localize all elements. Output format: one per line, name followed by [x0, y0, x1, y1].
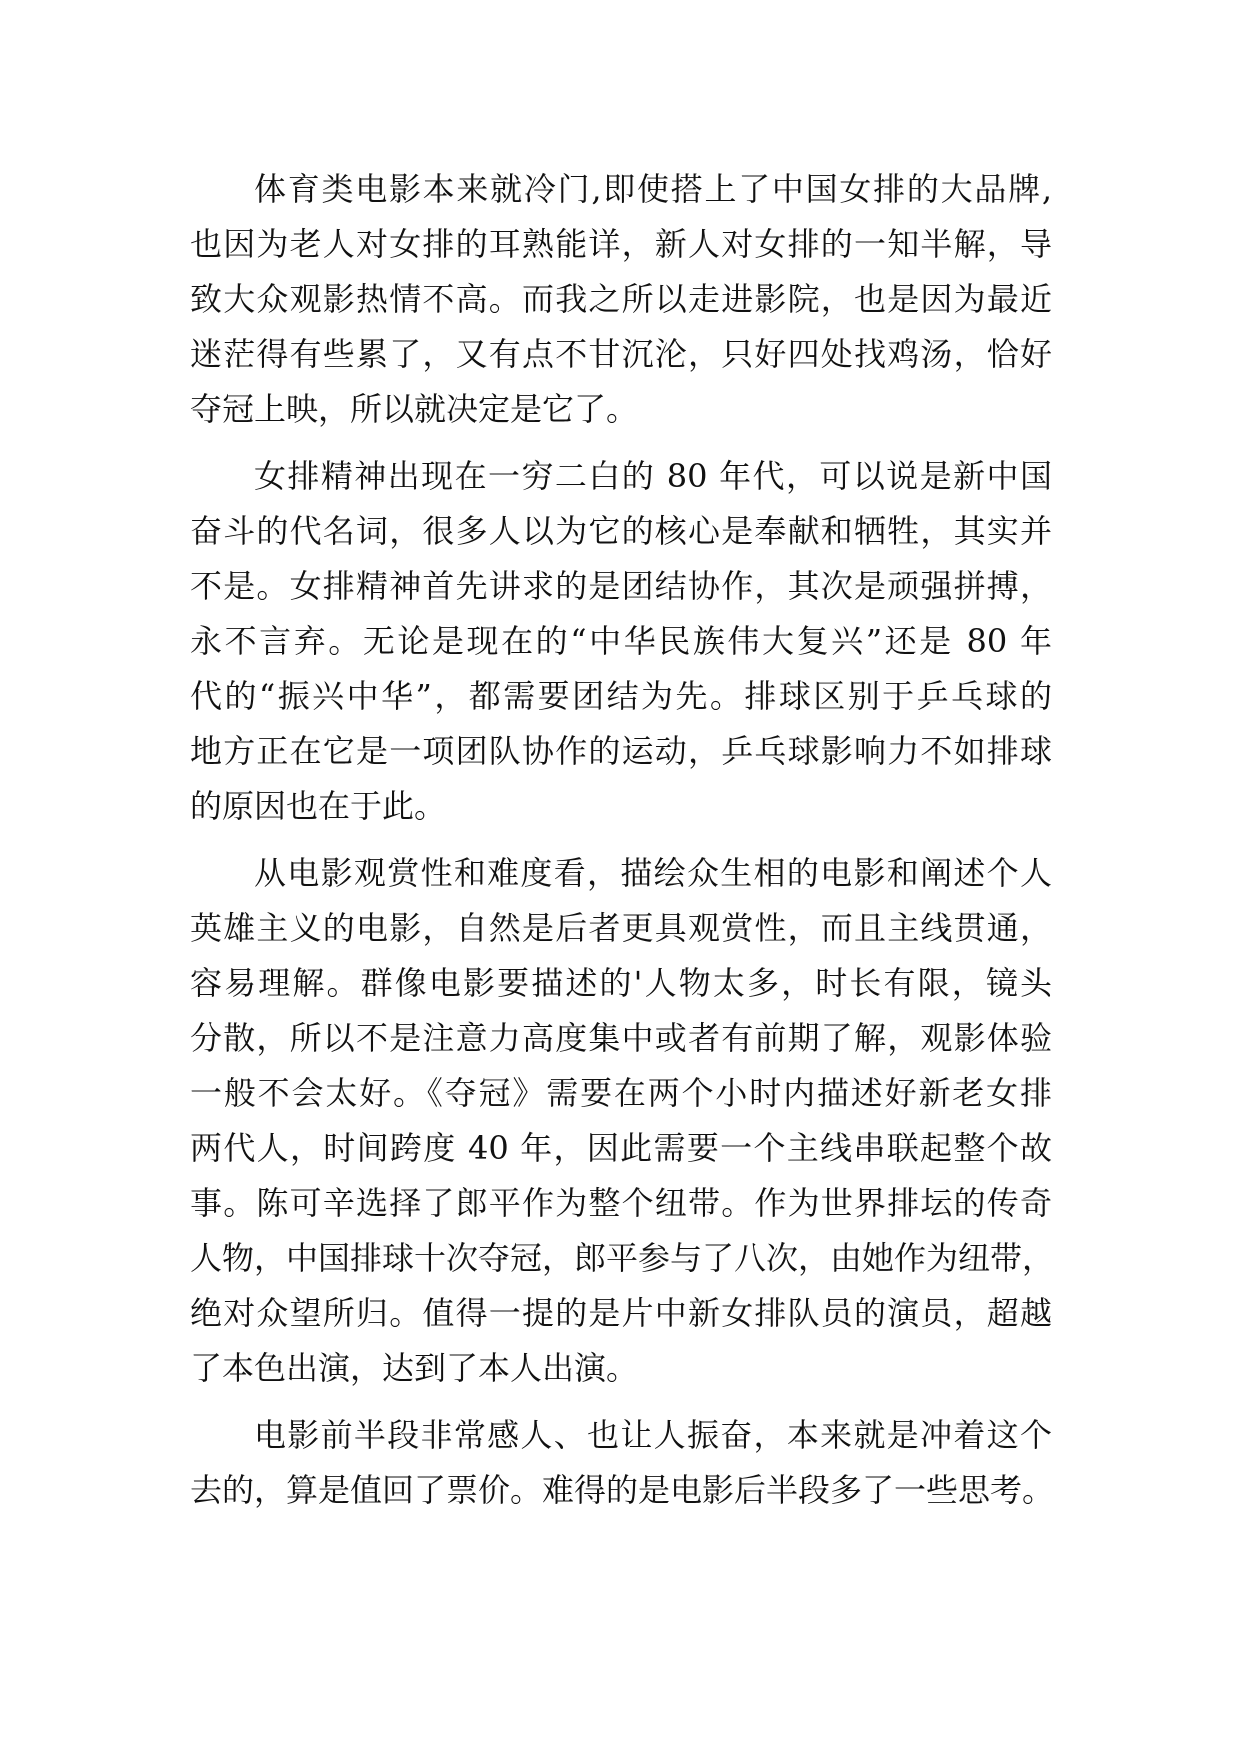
text-line: 永不言弃。无论是现在的“中华民族伟大复兴”还是 80 年	[190, 622, 1052, 660]
text-line: 去的，算是值回了票价。难得的是电影后半段多了一些思考。	[190, 1471, 1055, 1509]
text-line: 地方正在它是一项团队协作的运动，乒乓球影响力不如排球	[190, 732, 1052, 770]
text-line: 致大众观影热情不高。而我之所以走进影院，也是因为最近	[190, 280, 1052, 318]
text-line: 女排精神出现在一穷二白的 80 年代，可以说是新中国	[254, 457, 1052, 495]
text-line: 事。陈可辛选择了郎平作为整个纽带。作为世界排坛的传奇	[190, 1184, 1052, 1222]
text-line: 人物，中国排球十次夺冠，郎平参与了八次，由她作为纽带，	[190, 1239, 1055, 1277]
text-line: 分散，所以不是注意力高度集中或者有前期了解，观影体验	[190, 1019, 1052, 1057]
text-line: 不是。女排精神首先讲求的是团结协作，其次是顽强拼搏，	[190, 567, 1052, 605]
text-line: 容易理解。群像电影要描述的'人物太多，时长有限，镜头	[190, 964, 1052, 1002]
text-line: 绝对众望所归。值得一提的是片中新女排队员的演员，超越	[190, 1294, 1052, 1332]
text-line: 夺冠上映，所以就决定是它了。	[190, 390, 639, 428]
text-line: 从电影观赏性和难度看，描绘众生相的电影和阐述个人	[254, 854, 1052, 892]
text-line: 奋斗的代名词，很多人以为它的核心是奉献和牺牲，其实并	[190, 512, 1052, 550]
text-line: 了本色出演，达到了本人出演。	[190, 1349, 639, 1387]
text-line: 也因为老人对女排的耳熟能详，新人对女排的一知半解，导	[190, 225, 1052, 263]
text-line: 电影前半段非常感人、也让人振奋，本来就是冲着这个	[254, 1416, 1052, 1454]
paragraph-4	[190, 1408, 1055, 1518]
text-line: 一般不会太好。《夺冠》需要在两个小时内描述好新老女排	[190, 1074, 1052, 1112]
text-line: 迷茫得有些累了，又有点不甘沉沦，只好四处找鸡汤，恰好	[190, 335, 1052, 373]
text-line: 代的“振兴中华”，都需要团结为先。排球区别于乒乓球的	[190, 677, 1052, 715]
document-body	[190, 162, 1055, 1530]
paragraph-1	[190, 162, 1052, 437]
text-line: 的原因也在于此。	[190, 787, 447, 825]
paragraph-2	[190, 449, 1052, 834]
text-line: 体育类电影本来就冷门,即使搭上了中国女排的大品牌,	[254, 170, 1052, 208]
paragraph-3	[190, 846, 1055, 1396]
text-line: 英雄主义的电影，自然是后者更具观赏性，而且主线贯通，	[190, 909, 1052, 947]
text-line: 两代人，时间跨度 40 年，因此需要一个主线串联起整个故	[190, 1129, 1052, 1167]
